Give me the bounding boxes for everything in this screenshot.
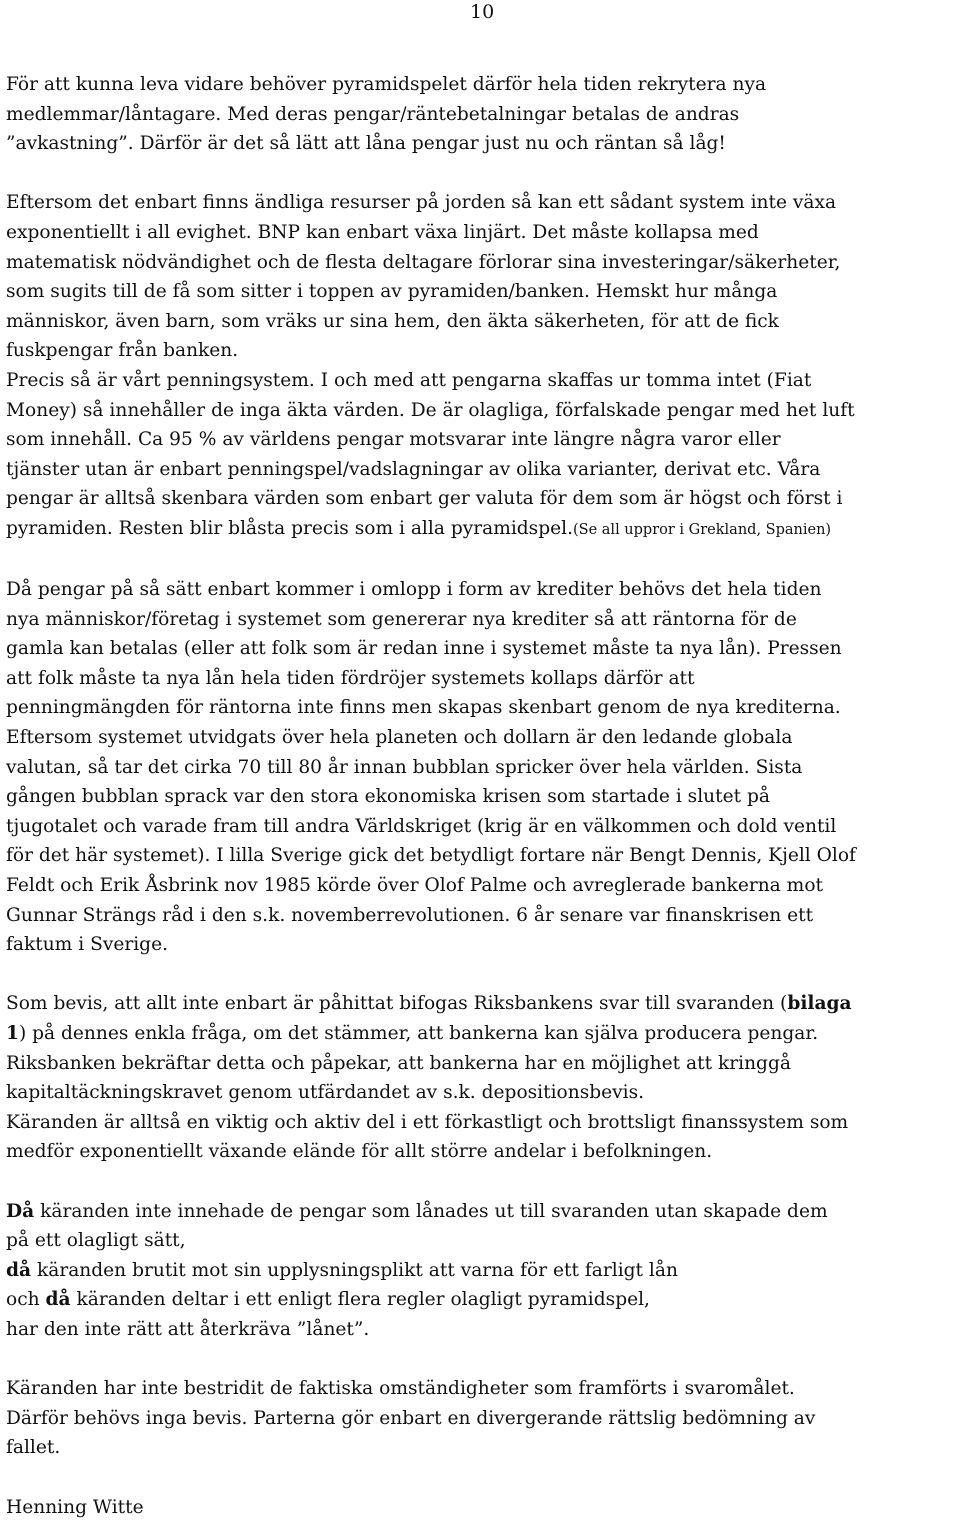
text-span: och: [6, 1289, 46, 1311]
parenthetical-note: (Se all uppror i Grekland, Spanien): [573, 521, 832, 538]
signature: Henning Witte: [6, 1496, 144, 1518]
text-line: gången bubblan sprack var den stora ekonomiska krisen som startade i slutet på: [6, 786, 770, 808]
text-span: Som bevis, att allt inte enbart är påhittat bifogas Riksbankens svar till svaranden (: [6, 993, 788, 1015]
text-line: medlemmar/låntagare. Med deras pengar/räntebetalningar betalas de andras: [6, 103, 740, 125]
text-line: [6, 1019, 958, 1049]
text-line: Eftersom det enbart finns ändliga resurser på jorden så kan ett sådant system inte växa: [6, 192, 837, 214]
text-line: För att kunna leva vidare behöver pyramidspelet därför hela tiden rekrytera nya: [6, 74, 767, 95]
text-line: [6, 989, 958, 1019]
text-line: matematisk nödvändighet och de flesta deltagare förlorar sina investeringar/säkerheter,: [6, 251, 841, 273]
text-line: fuskpengar från banken.: [6, 340, 239, 362]
text-line: [6, 1285, 958, 1315]
text-line: nya människor/företag i systemet som genererar nya krediter så att räntorna för de: [6, 608, 797, 630]
text-line: penningmängden för räntorna inte finns men skapas skenbart genom de nya krediterna.: [6, 697, 841, 719]
text-line: ”avkastning”. Därför är det så lätt att låna pengar just nu och räntan så låg!: [6, 133, 726, 155]
bold-text: 1: [6, 1023, 19, 1044]
text-line: för det här systemet). I lilla Sverige gick det betydligt fortare när Bengt Dennis, Kjell Olof: [6, 845, 856, 867]
text-line: exponentiellt i all evighet. BNP kan enbart växa linjärt. Det måste kollapsa med: [6, 221, 759, 243]
text-line: gamla kan betalas (eller att folk som är redan inne i systemet måste ta nya lån). Pressen: [6, 638, 842, 660]
document-body: [6, 70, 958, 1522]
text-line: har den inte rätt att återkräva ”lånet”.: [6, 1318, 370, 1340]
text-line: som sugits till de få som sitter i toppen av pyramiden/banken. Hemskt hur många: [6, 281, 778, 303]
text-line: att folk måste ta nya lån hela tiden fördröjer systemets kollaps därför att: [6, 667, 695, 689]
text-line: pengar är alltså skenbara värden som enbart ger valuta för dem som är högst och först i: [6, 488, 843, 510]
text-line: tjugotalet och varade fram till andra Världskriget (krig är en välkommen och dold ventil: [6, 815, 837, 837]
text-line: medför exponentiellt växande elände för allt större andelar i befolkningen.: [6, 1141, 713, 1163]
text-span: käranden inte innehade de pengar som lånades ut till svaranden utan skapade dem: [34, 1200, 828, 1222]
text-line: [6, 1256, 958, 1286]
text-span: käranden deltar i ett enligt flera regler olagligt pyramidspel,: [70, 1289, 650, 1311]
text-line: Feldt och Erik Åsbrink nov 1985 körde över Olof Palme och avreglerade bankerna mot: [6, 875, 823, 897]
bold-text: då: [45, 1289, 71, 1311]
text-line: fallet.: [6, 1437, 61, 1459]
page-number: 10: [470, 1, 495, 23]
text-line: på ett olagligt sätt,: [6, 1230, 186, 1252]
text-line: Gunnar Strängs råd i den s.k. novemberrevolutionen. 6 år senare var finanskrisen ett: [6, 904, 814, 926]
text-line: faktum i Sverige.: [6, 934, 168, 956]
text-line: Riksbanken bekräftar detta och påpekar, att bankerna har en möjlighet att kringgå: [6, 1052, 791, 1074]
text-line: [6, 1197, 958, 1227]
text-span: pyramiden. Resten blir blåsta precis som i alla pyramidspel.: [6, 517, 573, 539]
text-line: människor, även barn, som vräks ur sina hem, den äkta säkerheten, för att de fick: [6, 310, 779, 332]
text-line: Käranden är alltså en viktig och aktiv del i ett förkastligt och brottsligt finanssystem som: [6, 1111, 849, 1133]
text-line: Money) så innehåller de inga äkta värden. De är olagliga, förfalskade pengar med het luft: [6, 399, 855, 421]
bold-text: då: [6, 1259, 32, 1281]
text-line: Käranden har inte bestridit de faktiska omständigheter som framförts i svaromålet.: [6, 1378, 795, 1400]
text-line: som innehåll. Ca 95 % av världens pengar motsvarar inte längre några varor eller: [6, 429, 781, 451]
text-line: valutan, så tar det cirka 70 till 80 år innan bubblan spricker över hela världen. Sista: [6, 756, 803, 778]
text-line: [6, 514, 958, 546]
text-span: käranden brutit mot sin upplysningsplikt att varna för ett farligt lån: [31, 1259, 678, 1281]
text-line: Därför behövs inga bevis. Parterna gör enbart en divergerande rättslig bedömning av: [6, 1407, 816, 1429]
bold-text: Då: [6, 1200, 35, 1222]
text-line: Eftersom systemet utvidgats över hela planeten och dollarn är den ledande globala: [6, 727, 793, 749]
text-span: ) på dennes enkla fråga, om det stämmer, att bankerna kan själva producera pengar.: [18, 1023, 819, 1044]
text-line: tjänster utan är enbart penningspel/vadslagningar av olika varianter, derivat etc. Våra: [6, 458, 821, 480]
bold-text: bilaga: [787, 993, 852, 1015]
text-line: Då pengar på så sätt enbart kommer i omlopp i form av krediter behövs det hela tiden: [6, 579, 822, 601]
text-line: Precis så är vårt penningsystem. I och med att pengarna skaffas ur tomma intet (Fiat: [6, 369, 812, 391]
text-line: kapitaltäckningskravet genom utfärdandet av s.k. depositionsbevis.: [6, 1082, 645, 1104]
